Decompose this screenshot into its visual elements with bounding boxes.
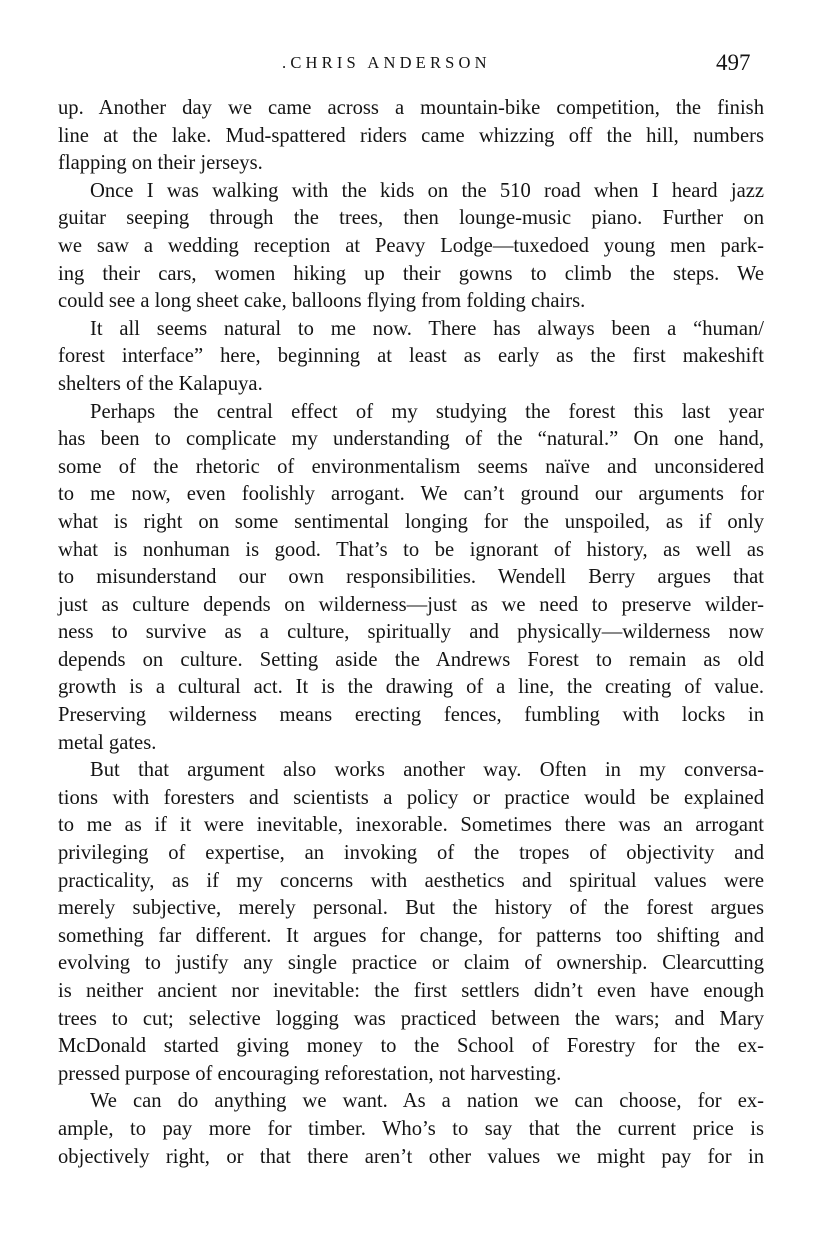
body-text	[58, 95, 764, 1171]
text-line: tions with foresters and scientists a policy or practice would be explained	[58, 786, 764, 809]
running-head-author: .CHRIS ANDERSON	[282, 53, 491, 72]
text-line: could see a long sheet cake, balloons flying from folding chairs.	[58, 290, 586, 313]
text-line: metal gates.	[58, 731, 157, 754]
text-line: is neither ancient nor inevitable: the first settlers didn’t even have enough	[58, 980, 764, 1002]
text-line: what is right on some sentimental longing for the unspoiled, as if only	[58, 510, 764, 533]
text-line: ness to survive as a culture, spiritually and physically—wilderness now	[58, 621, 764, 644]
text-line: has been to complicate my understanding of the “natural.” On one hand,	[58, 428, 764, 451]
running-head	[0, 50, 820, 80]
text-line: ing their cars, women hiking up their gowns to climb the steps. We	[58, 262, 764, 285]
text-line: forest interface” here, beginning at least as early as the first makeshift	[58, 345, 764, 368]
page-number: 497	[716, 50, 751, 75]
text-line: growth is a cultural act. It is the drawing of a line, the creating of value.	[58, 676, 764, 699]
text-line: Preserving wilderness means erecting fences, fumbling with locks in	[58, 704, 764, 727]
text-line: Perhaps the central effect of my studying the forest this last year	[90, 400, 764, 423]
text-line: to misunderstand our own responsibilities. Wendell Berry argues that	[58, 566, 764, 589]
text-line: to me as if it were inevitable, inexorable. Sometimes there was an arrogant	[58, 814, 764, 837]
text-line: ample, to pay more for timber. Who’s to say that the current price is	[58, 1117, 764, 1140]
text-line: guitar seeping through the trees, then lounge-music piano. Further on	[58, 207, 764, 230]
text-line: what is nonhuman is good. That’s to be ignorant of history, as well as	[58, 538, 764, 561]
text-line: evolving to justify any single practice or claim of ownership. Clearcutting	[58, 952, 764, 975]
text-line: Once I was walking with the kids on the 510 road when I heard jazz	[90, 179, 764, 202]
text-line: We can do anything we want. As a nation we can choose, for ex-	[90, 1090, 764, 1113]
text-line: pressed purpose of encouraging reforestation, not harvesting.	[58, 1062, 562, 1085]
text-line: up. Another day we came across a mountain-bike competition, the finish	[58, 97, 764, 119]
text-line: objectively right, or that there aren’t other values we might pay for in	[58, 1145, 764, 1168]
text-line: depends on culture. Setting aside the Andrews Forest to remain as old	[58, 648, 764, 671]
text-line: to me now, even foolishly arrogant. We can’t ground our arguments for	[58, 483, 764, 506]
text-line: trees to cut; selective logging was practiced between the wars; and Mary	[58, 1007, 764, 1030]
text-line: merely subjective, merely personal. But the history of the forest argues	[58, 897, 764, 920]
text-line: just as culture depends on wilderness—just as we need to preserve wilder-	[58, 593, 764, 616]
text-line: It all seems natural to me now. There has always been a “human/	[90, 317, 764, 340]
text-line: something far different. It argues for change, for patterns too shifting and	[58, 924, 764, 947]
text-line: line at the lake. Mud-spattered riders came whizzing off the hill, numbers	[58, 124, 764, 147]
text-line: privileging of expertise, an invoking of the tropes of objectivity and	[58, 842, 764, 865]
text-line: shelters of the Kalapuya.	[58, 372, 263, 395]
text-line: flapping on their jerseys.	[58, 152, 263, 175]
text-line: we saw a wedding reception at Peavy Lodge—tuxedoed young men park-	[58, 234, 764, 257]
text-line: McDonald started giving money to the School of Forestry for the ex-	[58, 1035, 764, 1058]
text-line: practicality, as if my concerns with aesthetics and spiritual values were	[58, 869, 764, 892]
text-line: But that argument also works another way. Often in my conversa-	[90, 759, 764, 782]
text-line: some of the rhetoric of environmentalism seems naïve and unconsidered	[58, 455, 764, 478]
